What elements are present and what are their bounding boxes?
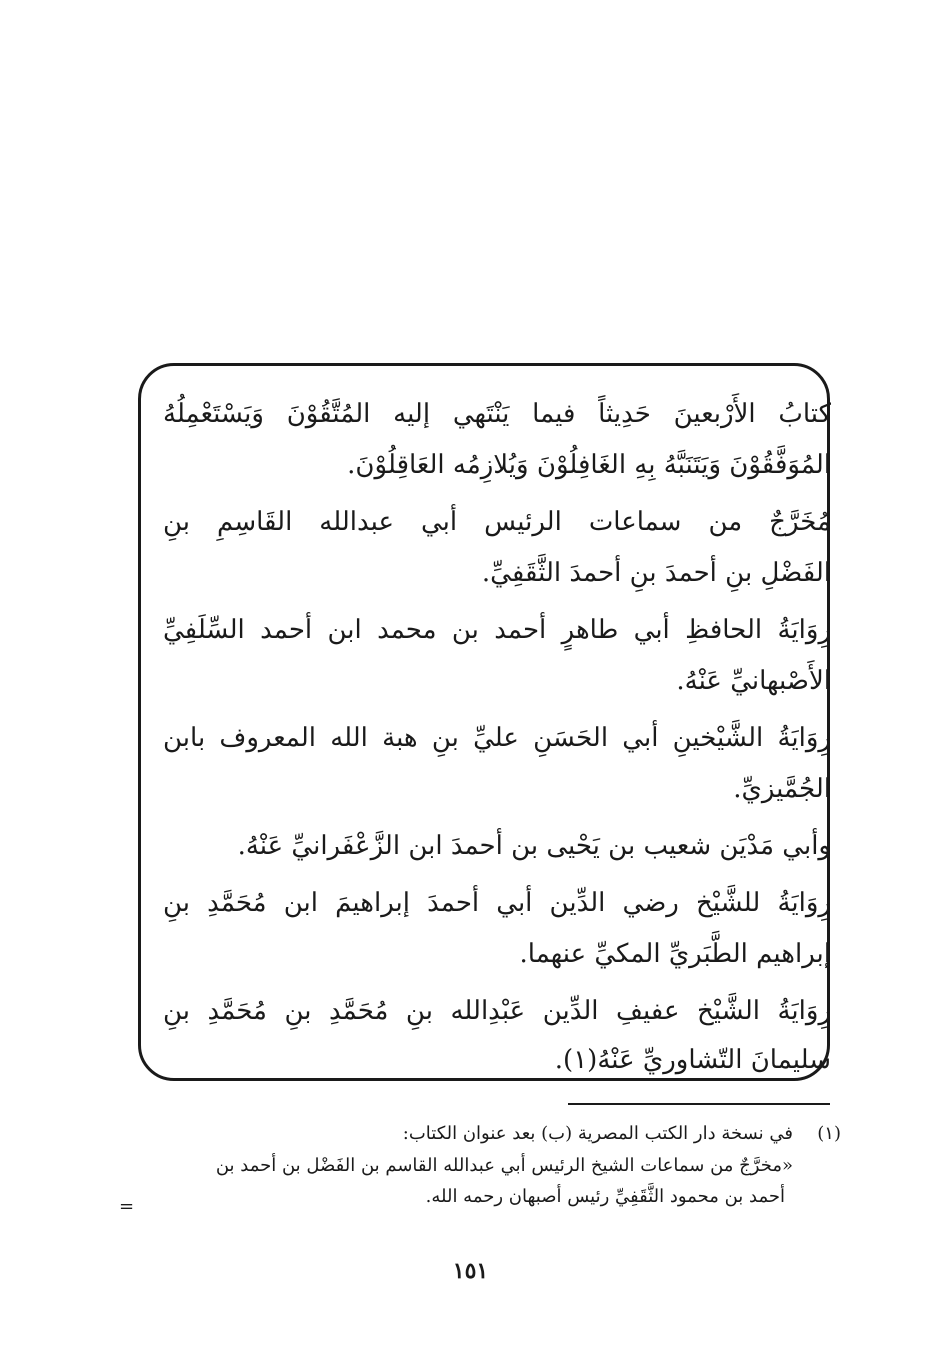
transmission-3-line: وأبي مَدْيَن شعيب بن يَحْيى بن أحمدَ ابن الزَّعْفَرانيِّ عَنْهُ. (237, 831, 831, 861)
source-line-2: الفَضْلِ بنِ أحمدَ بنِ أحمدَ الثَّقَفِيِّ. (481, 558, 831, 588)
transmission-1-line-2: الأَصْبهانيِّ عَنْهُ. (676, 666, 831, 696)
footnote-line-3: أحمد بن محمود الثَّقَفِيِّ رئيس أصبهان رحمه الله. (425, 1186, 785, 1207)
footnote-line-2: «مخرَّجٌ من سماعات الشيخ الرئيس أبي عبدالله القاسم بن الفَضْل بن أحمد بن (215, 1155, 793, 1176)
transmission-5-line-1: رِوَايَةُ الشَّيْخ عفيفِ الدِّين عَبْدِالله بنِ مُحَمَّدِ بنِ مُحَمَّدِ بنِ (163, 996, 831, 1026)
book-title-line-1: كتابُ الأَرْبعينَ حَدِيثاً فيما يَنْتَهي إليه المُتَّقُوْنَ وَيَسْتَعْمِلُهُ (163, 399, 831, 429)
source-line-1: مُخَرَّجٌ من سماعات الرئيس أبي عبدالله القَاسِمِ بنِ (163, 507, 831, 537)
footnote-line-1: في نسخة دار الكتب المصرية (ب) بعد عنوان الكتاب: (402, 1123, 793, 1144)
transmission-4-line-2: إبراهيم الطَّبَريِّ المكيِّ عنهما. (519, 939, 831, 969)
page-number: ١٥١ (452, 1258, 489, 1284)
transmission-2-line-1: رِوَايَةُ الشَّيْخينِ أبي الحَسَنِ عليِّ بنِ هبة الله المعروف بابن (163, 723, 831, 753)
transmission-4-line-1: رِوَايَةُ للشَّيْخ رضي الدِّين أبي أحمدَ إبراهيمَ ابن مُحَمَّدِ بنِ (163, 888, 831, 918)
book-title-line-2: المُوَفَّقُوْنَ وَيَتَنَبَّهُ بِهِ الغَافِلُوْنَ وَيُلازِمُه العَاقِلُوْنَ. (347, 450, 831, 480)
transmission-1-line-1: رِوَايَةُ الحافظِ أبي طاهرٍ أحمد بن محمد ابن أحمد السِّلَفِيِّ (163, 615, 831, 645)
footnote-separator (568, 1103, 830, 1105)
transmission-5-line-2: سليمانَ التّشاوريِّ عَنْهُ(١). (554, 1045, 831, 1075)
footnote-marker: (١) (817, 1123, 841, 1144)
continuation-mark: = (119, 1196, 135, 1217)
transmission-2-line-2: الجُمَّيزيِّ. (733, 774, 831, 804)
